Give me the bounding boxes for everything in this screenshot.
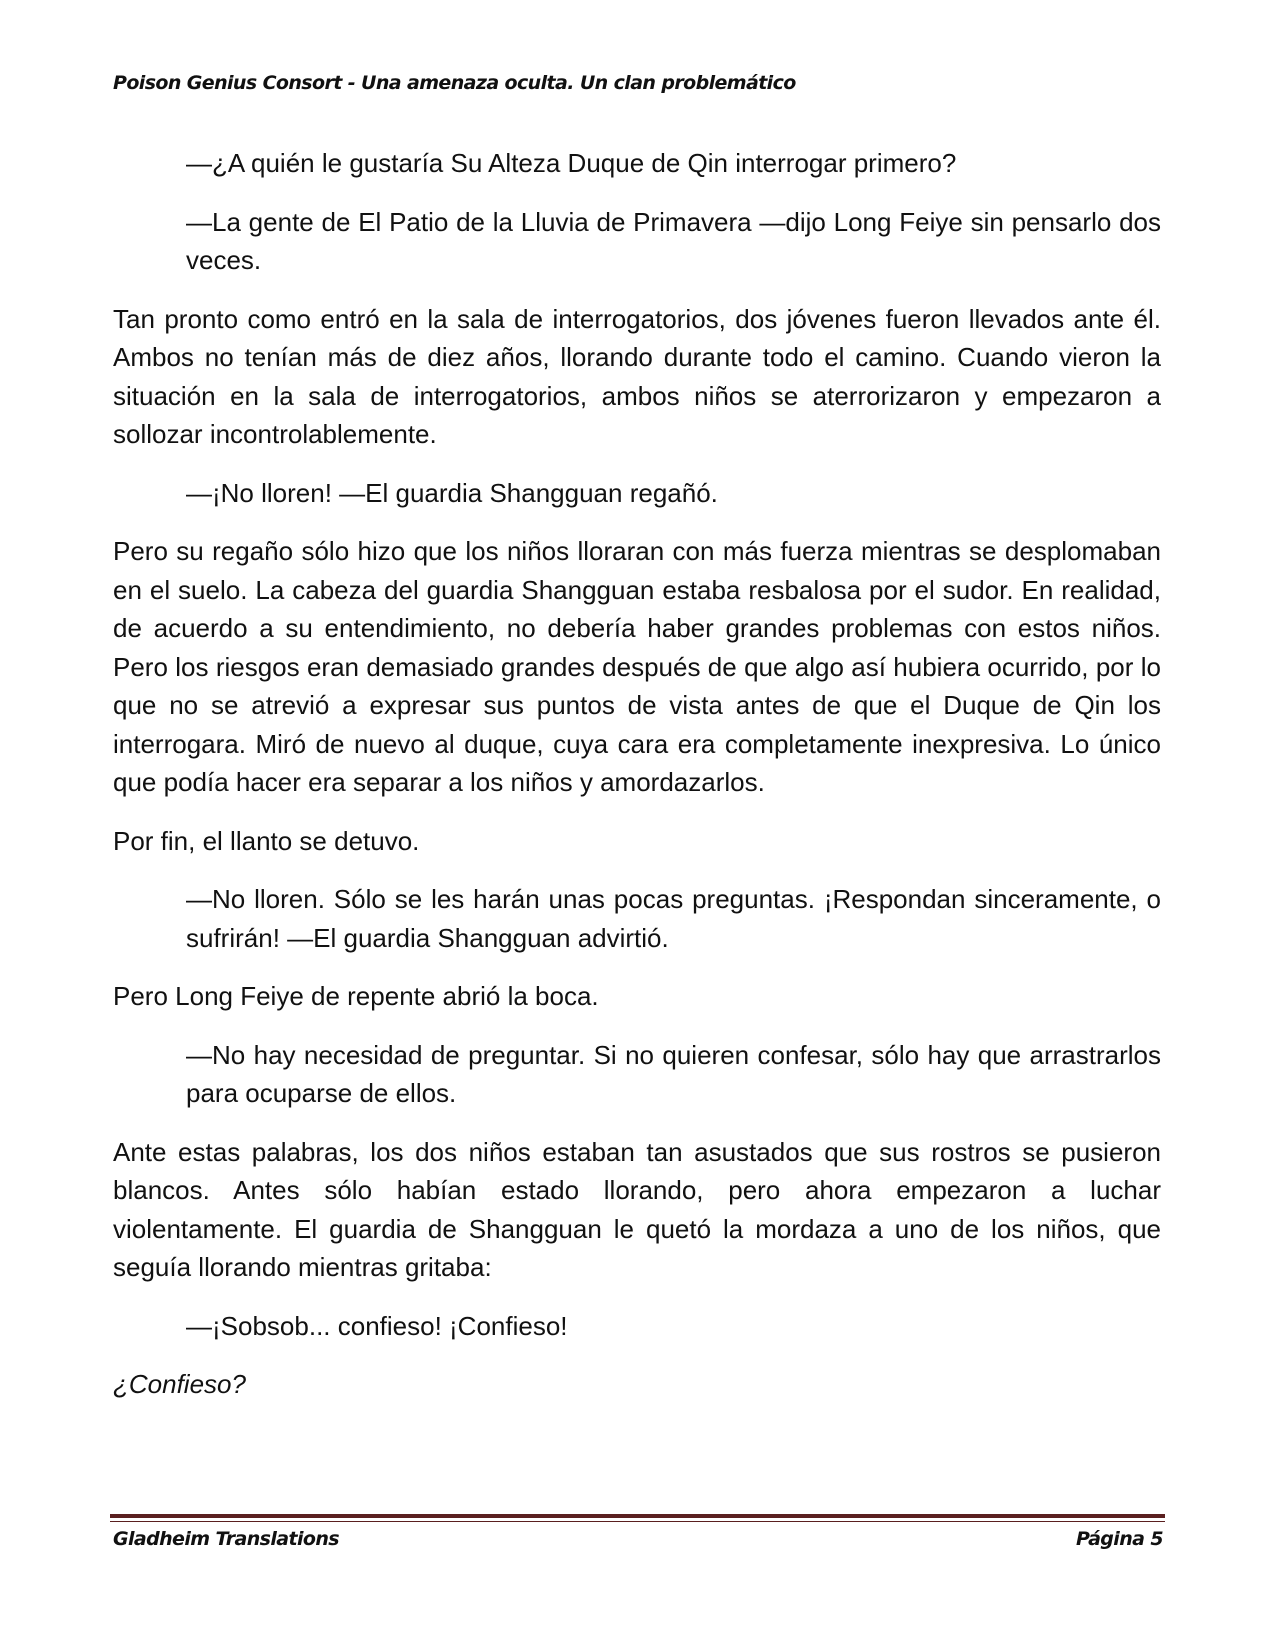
page-number: Página 5 xyxy=(1075,1528,1163,1550)
paragraph: Tan pronto como entró en la sala de interrogatorios, dos jóvenes fueron llevados ante él. Ambos no tenían más de diez años, llorando durante todo el camino. Cuando vieron la situación en la sala de interrogatorios, ambos niños se aterrorizaron y empezaron a sollozar incontrolablemente. xyxy=(113,303,1161,449)
paragraph-dialogue: —No hay necesidad de preguntar. Si no quieren confesar, sólo hay que arrastrarlos para ocuparse de ellos. xyxy=(186,1039,1161,1108)
paragraph-dialogue: —¿A quién le gustaría Su Alteza Duque de Qin interrogar primero? xyxy=(186,148,957,178)
paragraph-italic: ¿Confieso? xyxy=(113,1369,246,1399)
footer-publisher: Gladheim Translations xyxy=(113,1528,339,1550)
paragraph-dialogue: —No lloren. Sólo se les harán unas pocas preguntas. ¡Respondan sinceramente, o sufrirán! —El guardia Shangguan advirtió. xyxy=(186,884,1161,953)
paragraph-dialogue: —¡No lloren! —El guardia Shangguan regañó. xyxy=(186,477,718,508)
footer-divider-thin xyxy=(110,1521,1165,1522)
paragraph: Por fin, el llanto se detuvo. xyxy=(113,825,420,856)
paragraph: Pero Long Feiye de repente abrió la boca. xyxy=(113,981,599,1011)
page-body xyxy=(113,144,1161,1424)
paragraph: Pero su regaño sólo hizo que los niños lloraran con más fuerza mientras se desplomaban en el suelo. La cabeza del guardia Shangguan estaba resbalosa por el sudor. En realidad, de acuerdo a su entendimiento, no debería haber grandes problemas con estos niños. Pero los riesgos eran demasiado grandes después de que algo así hubiera ocurrido, por lo que no se atrevió a expresar sus puntos de vista antes de que el Duque de Qin los interrogara. Miró de nuevo al duque, cuya cara era completamente inexpresiva. Lo único que podía hacer era separar a los niños y amordazarlos. xyxy=(113,536,1161,797)
running-header: Poison Genius Consort - Una amenaza oculta. Un clan problemático xyxy=(113,72,796,94)
footer-divider xyxy=(110,1514,1165,1518)
paragraph-dialogue: —¡Sobsob... confieso! ¡Confieso! xyxy=(186,1310,568,1341)
paragraph: Ante estas palabras, los dos niños estaban tan asustados que sus rostros se pusieron blancos. Antes sólo habían estado llorando, pero ahora empezaron a luchar violentamente. El guardia de Shangguan le quetó la mordaza a uno de los niños, que seguía llorando mientras gritaba: xyxy=(113,1136,1161,1282)
paragraph-dialogue: —La gente de El Patio de la Lluvia de Primavera —dijo Long Feiye sin pensarlo dos veces. xyxy=(186,206,1161,275)
